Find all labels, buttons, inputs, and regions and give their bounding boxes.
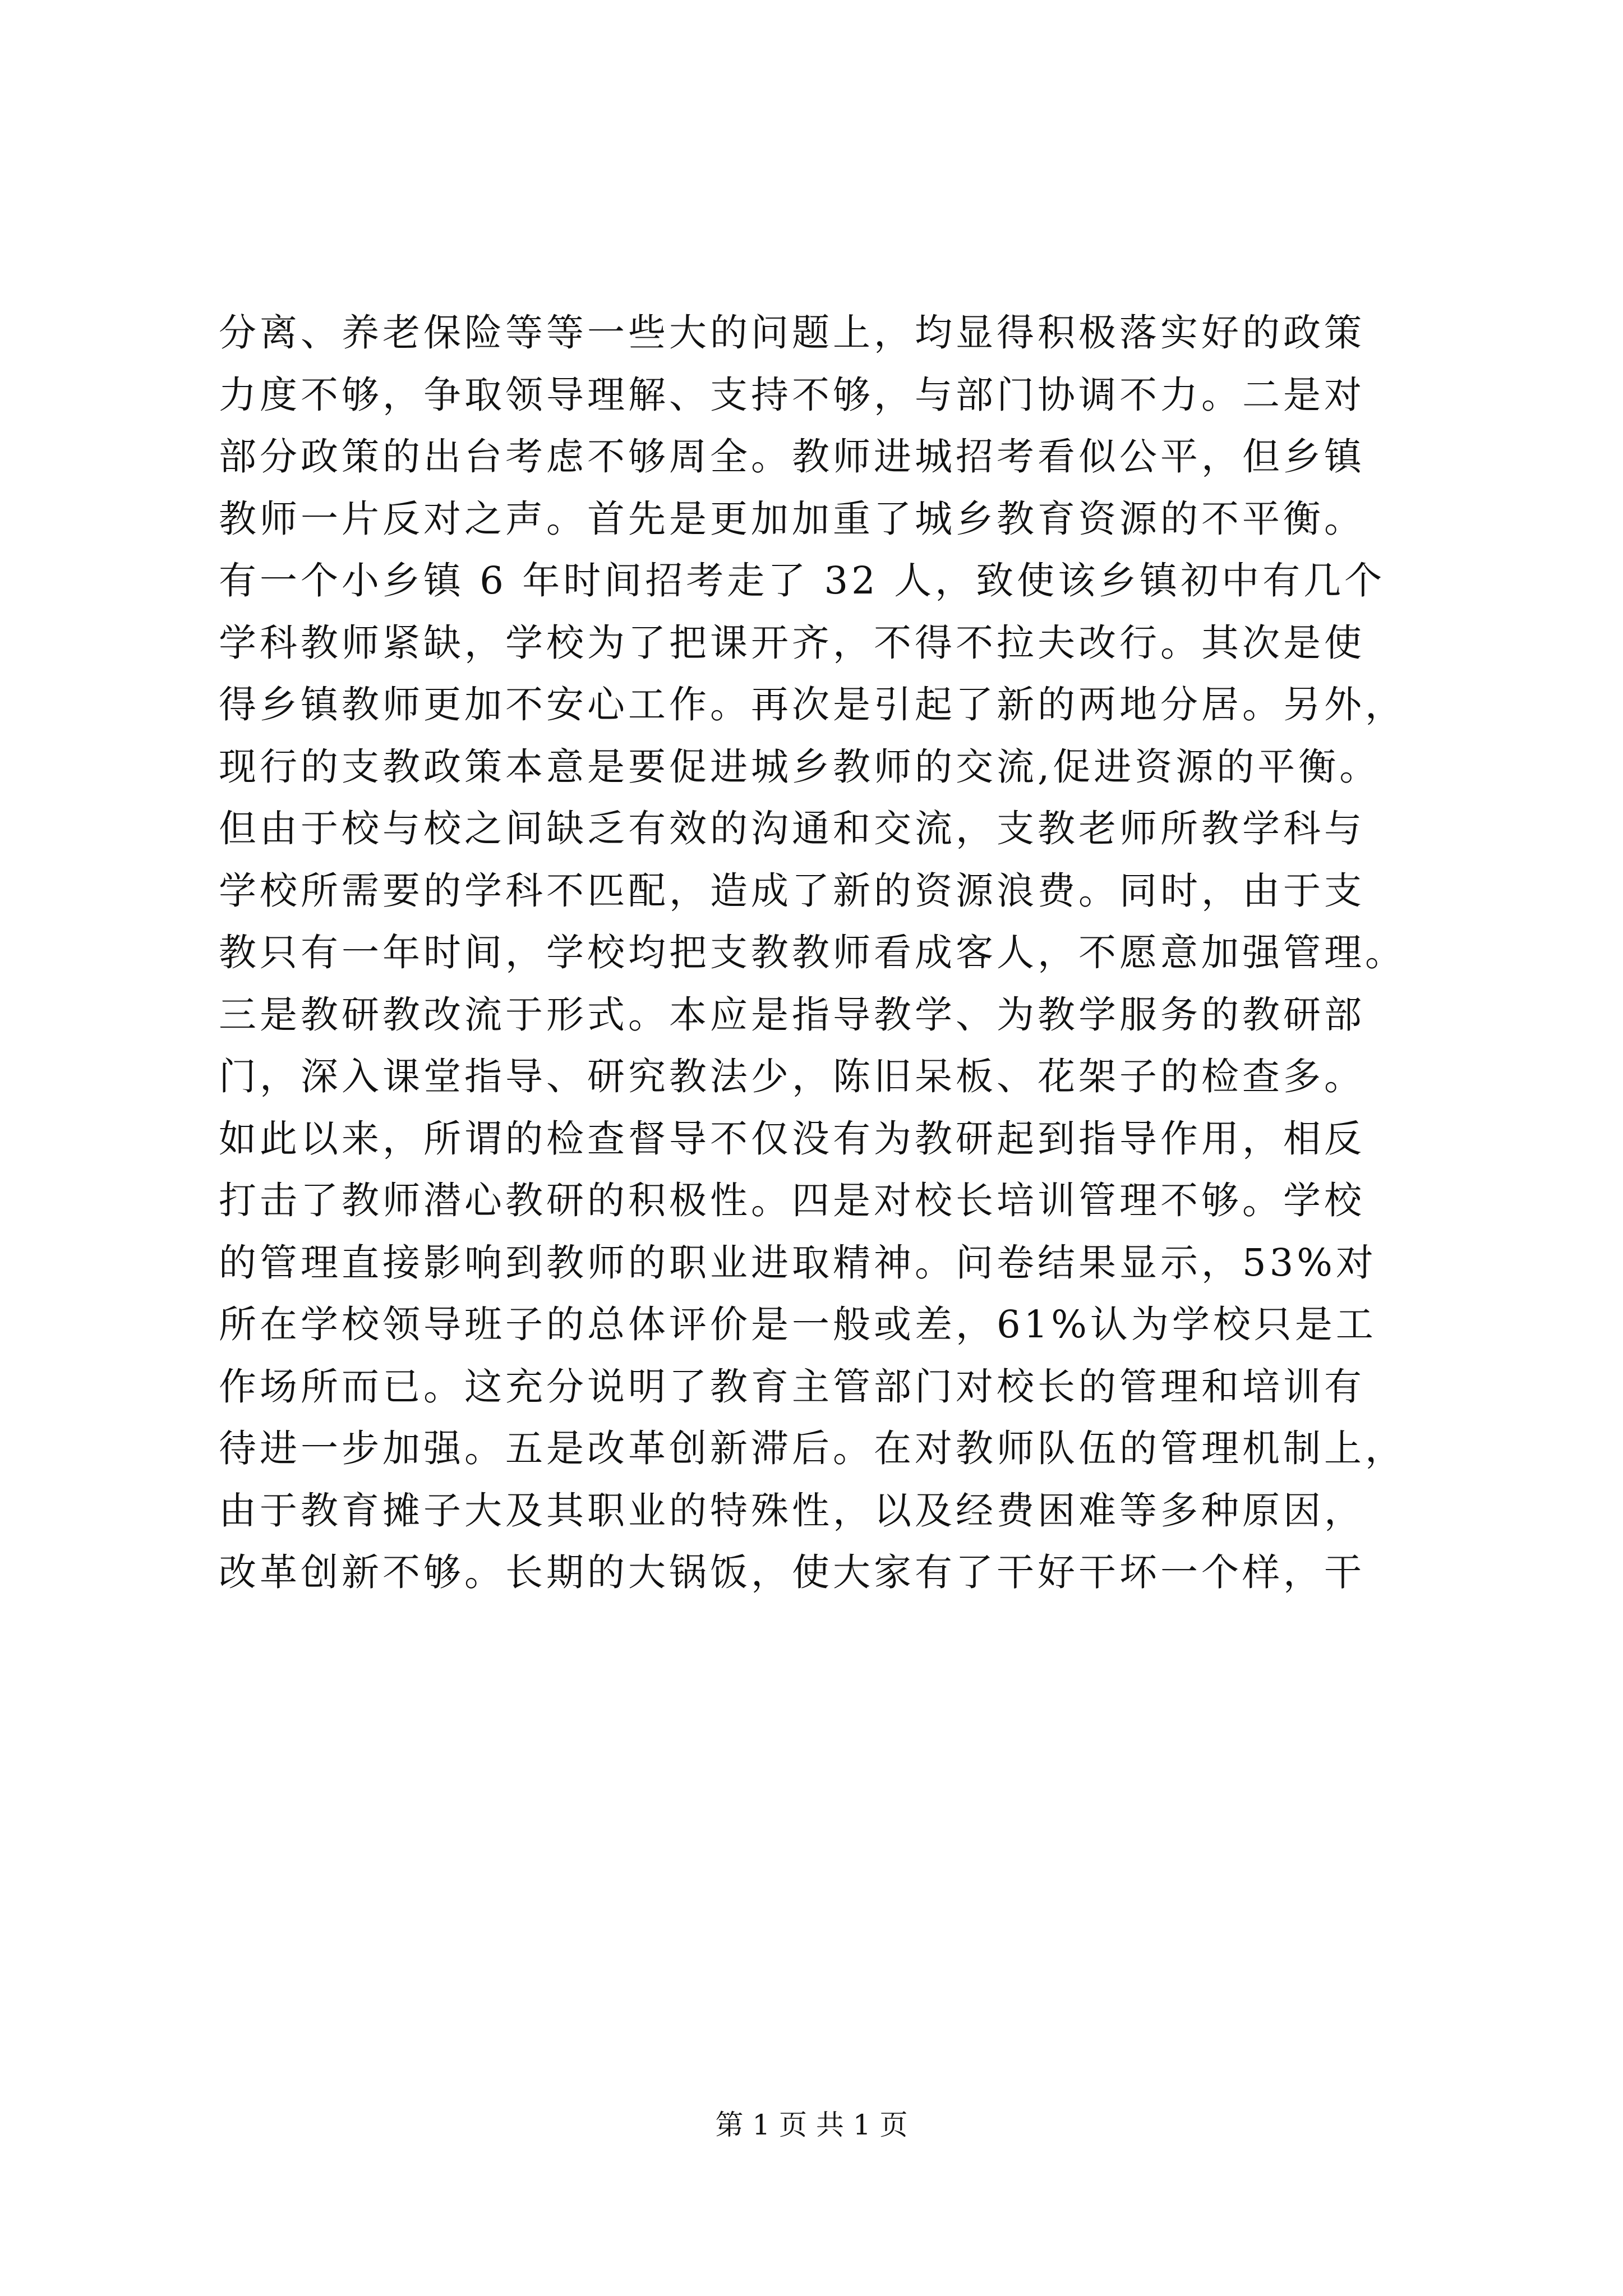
text-line: 部分政策的出台考虑不够周全。教师进城招考看似公平，但乡镇 [219,435,1365,478]
text-line: 的管理直接影响到教师的职业进取精神。问卷结果显示，53%对 [219,1240,1377,1285]
text-line: 所在学校领导班子的总体评价是一般或差，61%认为学校只是工 [219,1303,1377,1346]
text-line: 得乡镇教师更加不安心工作。再次是引起了新的两地分居。另外， [219,683,1406,726]
text-line: 三是教研教改流于形式。本应是指导教学、为教学服务的教研部 [219,992,1365,1037]
text-line: 学科教师紧缺，学校为了把课开齐，不得不拉夫改行。其次是使 [219,620,1365,665]
text-line: 待进一步加强。五是改革创新滞后。在对教师队伍的管理机制上， [219,1427,1406,1470]
text-line: 改革创新不够。长期的大锅饭，使大家有了干好干坏一个样，干 [219,1550,1365,1594]
body-text [219,302,1424,1604]
text-line: 力度不够，争取领导理解、支持不够，与部门协调不力。二是对 [219,372,1365,417]
text-line: 但由于校与校之间缺乏有效的沟通和交流，支教老师所教学科与 [219,807,1365,850]
text-line: 由于教育摊子大及其职业的特殊性，以及经费困难等多种原因， [219,1488,1365,1533]
text-line: 学校所需要的学科不匹配，造成了新的资源浪费。同时，由于支 [219,868,1365,913]
text-line: 教师一片反对之声。首先是更加加重了城乡教育资源的不平衡。 [219,496,1365,541]
text-line: 打击了教师潜心教研的积极性。四是对校长培训管理不够。学校 [219,1179,1365,1222]
text-line: 现行的支教政策本意是要促进城乡教师的交流,促进资源的平衡。 [219,744,1381,789]
text-line: 门，深入课堂指导、研究教法少，陈旧呆板、花架子的检查多。 [219,1055,1365,1098]
text-line: 如此以来，所谓的检查督导不仅没有为教研起到指导作用，相反 [219,1116,1365,1161]
text-line: 教只有一年时间，学校均把支教教师看成客人，不愿意加强管理。 [219,931,1406,974]
page-number: 第 1 页 共 1 页 [715,2109,908,2141]
page-footer [0,2108,1623,2142]
text-line: 有一个小乡镇 6 年时间招考走了 32 人，致使该乡镇初中有几个 [219,559,1386,602]
text-line: 分离、养老保险等等一些大的问题上，均显得积极落实好的政策 [219,311,1365,355]
text-line: 作场所而已。这充分说明了教育主管部门对校长的管理和培训有 [219,1364,1365,1409]
